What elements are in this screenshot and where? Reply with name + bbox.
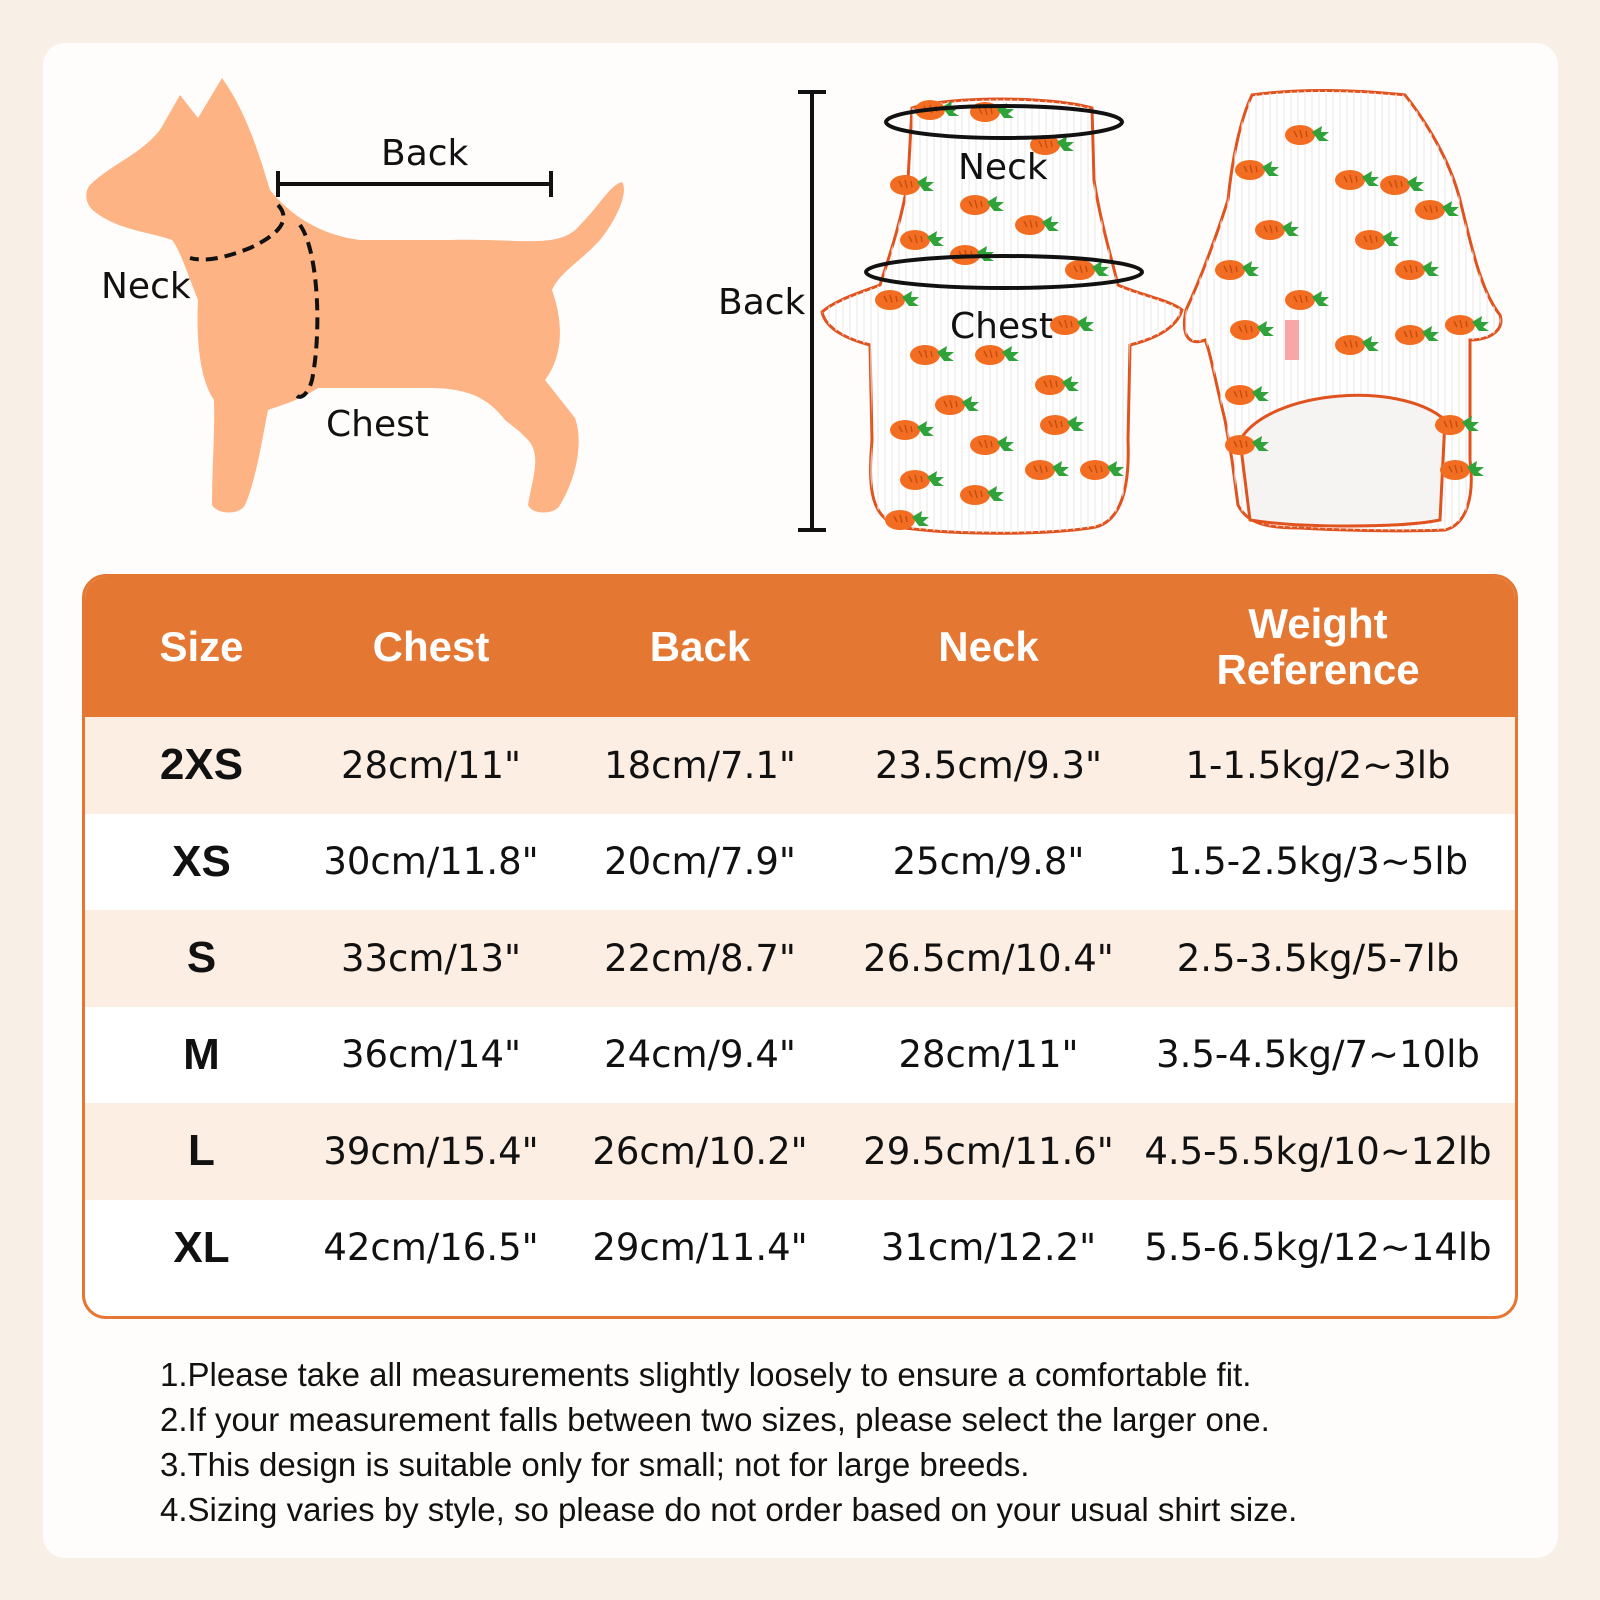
cell-neck: 26.5cm/10.4": [863, 936, 1114, 980]
note-item: 1.Please take all measurements slightly loosely to ensure a comfortable fit.: [160, 1356, 1252, 1393]
note-item: 3.This design is suitable only for small; not for large breeds.: [160, 1446, 1030, 1483]
cell-chest: 39cm/15.4": [323, 1129, 539, 1173]
table-row: [85, 1103, 1515, 1200]
cell-neck: 31cm/12.2": [880, 1226, 1097, 1270]
cell-size: M: [183, 1029, 220, 1079]
table-row: [85, 717, 1515, 814]
cell-size: XL: [173, 1222, 230, 1272]
dog-back-label: Back: [381, 133, 469, 174]
table-body: [85, 717, 1515, 1296]
note-item: 2.If your measurement falls between two sizes, please select the larger one.: [160, 1401, 1270, 1438]
cell-chest: 42cm/16.5": [323, 1226, 539, 1270]
cell-weight: 2.5-3.5kg/5-7lb: [1176, 936, 1460, 980]
table-row: [85, 814, 1515, 911]
size-table: [82, 574, 1518, 1319]
table-row: [85, 910, 1515, 1007]
cell-back: 18cm/7.1": [604, 743, 796, 787]
table-row: [85, 1007, 1515, 1104]
cell-neck: 23.5cm/9.3": [874, 743, 1103, 787]
cell-weight: 5.5-6.5kg/12~14lb: [1144, 1226, 1492, 1270]
cell-chest: 33cm/13": [340, 936, 522, 980]
cell-back: 22cm/8.7": [604, 936, 796, 980]
cell-chest: 30cm/11.8": [323, 840, 539, 884]
table-row: [85, 1200, 1515, 1297]
shirt-back-view: [1184, 90, 1501, 530]
shirt-back-label: Back: [718, 282, 806, 323]
shirt-chest-label: Chest: [950, 306, 1053, 347]
shirt-neck-label: Neck: [958, 147, 1048, 188]
sizing-notes: [160, 1352, 1297, 1532]
dog-chest-label: Chest: [326, 404, 429, 445]
cell-neck: 28cm/11": [898, 1033, 1079, 1077]
cell-neck: 25cm/9.8": [892, 840, 1085, 884]
cell-weight: 1.5-2.5kg/3~5lb: [1167, 840, 1469, 884]
cell-chest: 36cm/14": [340, 1033, 522, 1077]
header-weight-reference: Weight Reference: [1216, 600, 1420, 693]
cell-back: 29cm/11.4": [592, 1226, 808, 1270]
cell-chest: 28cm/11": [340, 743, 522, 787]
dog-back-measure-line: [278, 171, 551, 197]
diagram-graphics: [0, 0, 1600, 560]
header-size: Size: [159, 623, 244, 670]
header-neck: Neck: [938, 623, 1039, 670]
cell-back: 26cm/10.2": [592, 1129, 808, 1173]
cell-back: 20cm/7.9": [604, 840, 796, 884]
cell-weight: 3.5-4.5kg/7~10lb: [1156, 1033, 1480, 1077]
table-header: [85, 577, 1515, 717]
header-back: Back: [649, 623, 751, 670]
cell-size: S: [186, 933, 217, 983]
dog-neck-label: Neck: [101, 266, 191, 307]
cell-neck: 29.5cm/11.6": [863, 1129, 1114, 1173]
measurement-diagram: [0, 0, 1600, 560]
cell-size: 2XS: [159, 740, 244, 790]
note-item: 4.Sizing varies by style, so please do not order based on your usual shirt size.: [160, 1491, 1298, 1528]
cell-weight: 4.5-5.5kg/10~12lb: [1144, 1129, 1492, 1173]
cell-size: XS: [172, 836, 231, 886]
cell-weight: 1-1.5kg/2~3lb: [1185, 743, 1451, 787]
cell-back: 24cm/9.4": [604, 1033, 796, 1077]
cell-size: L: [188, 1126, 215, 1176]
header-chest: Chest: [372, 623, 490, 670]
